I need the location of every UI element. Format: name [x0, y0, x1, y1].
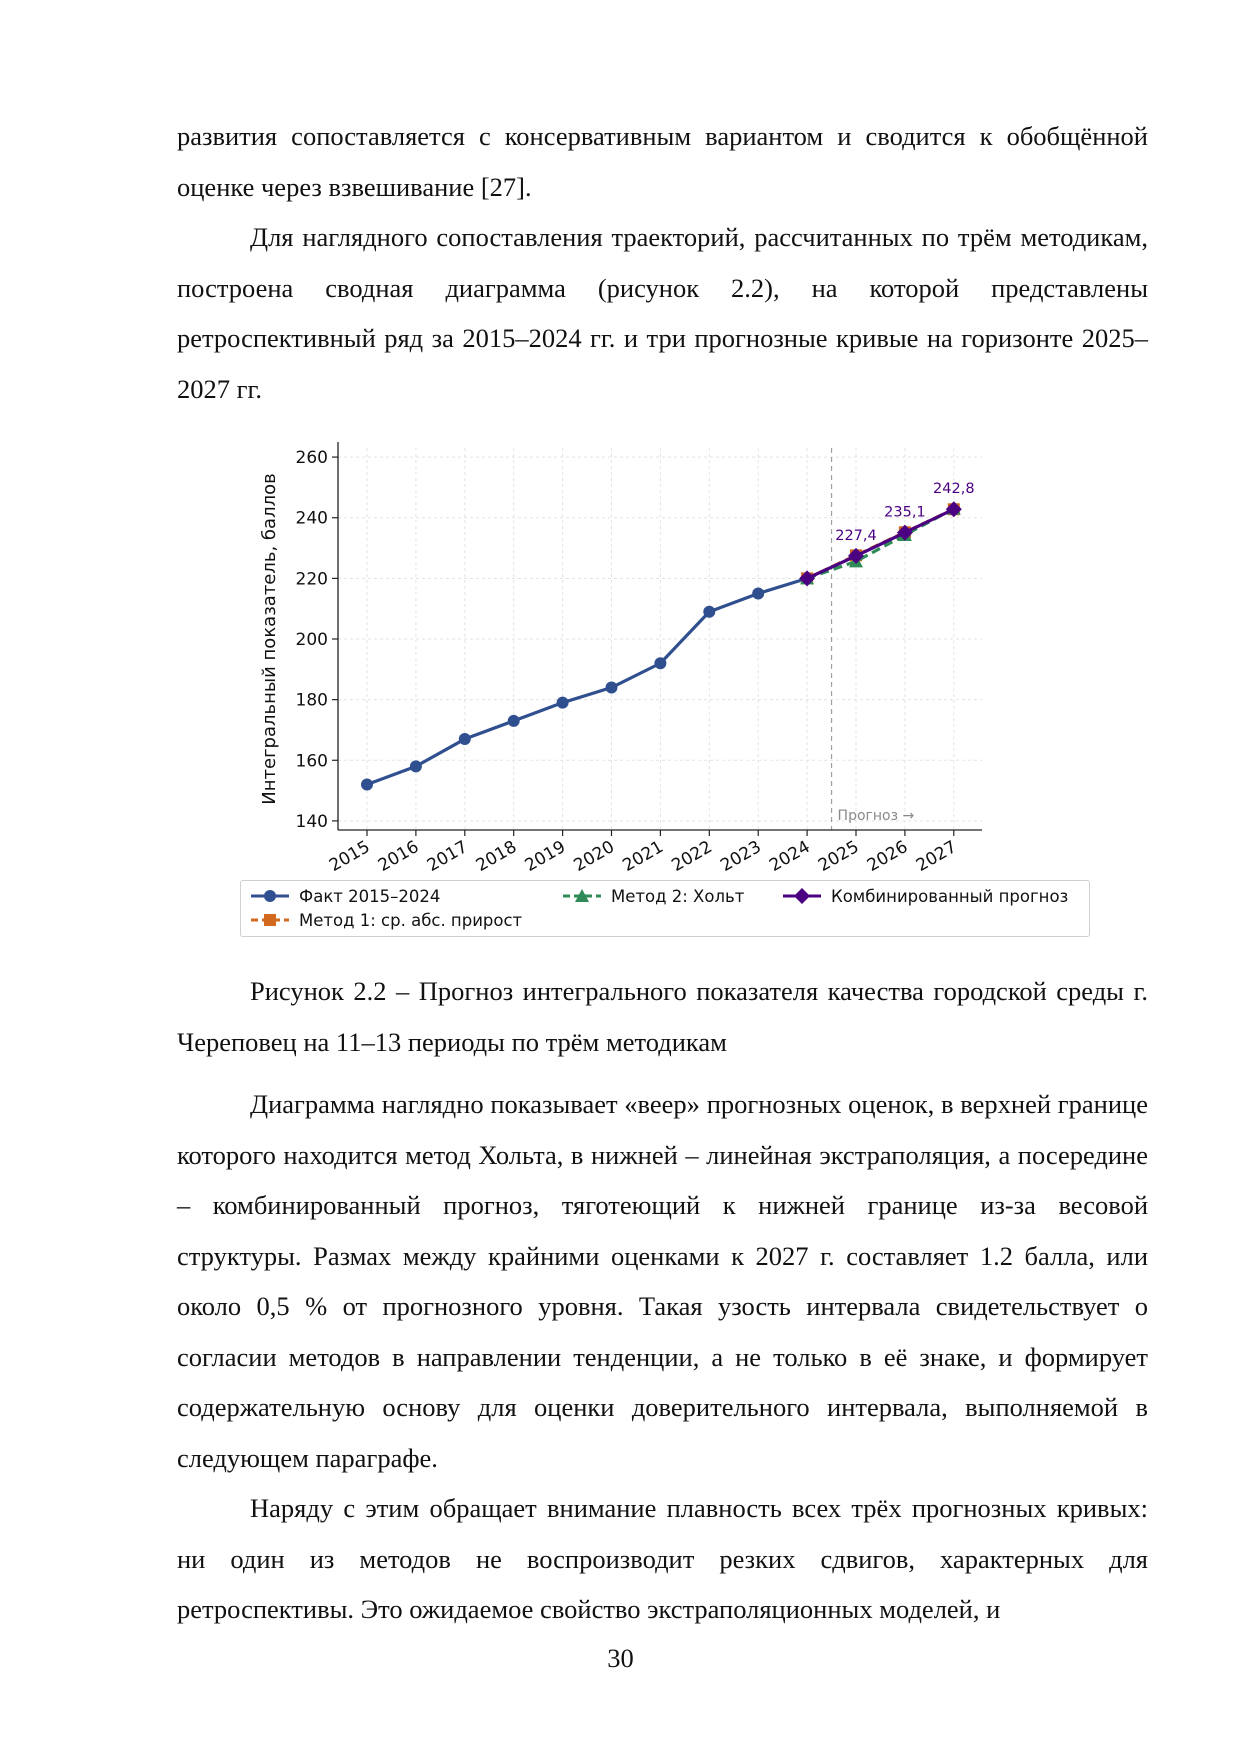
page-number: 30 — [607, 1643, 634, 1673]
data-label: 242,8 — [933, 481, 975, 498]
figure-caption — [177, 966, 1148, 1067]
text-block-bottom — [177, 1079, 1148, 1635]
forecast-chart — [230, 430, 1110, 940]
series-point-0 — [654, 657, 666, 669]
data-label: 235,1 — [884, 504, 926, 521]
x-tick-label: 2018 — [472, 837, 521, 876]
series-point-0 — [703, 606, 715, 618]
series-point-0 — [361, 779, 373, 791]
legend-item — [561, 886, 744, 906]
y-axis-label: Интегральный показатель, баллов — [259, 473, 280, 805]
series-point-0 — [557, 697, 569, 709]
y-tick-label: 240 — [295, 508, 328, 529]
x-tick-label: 2017 — [423, 837, 472, 876]
x-tick-label: 2023 — [717, 837, 765, 876]
series-line-3 — [807, 509, 954, 578]
series-line-0 — [367, 578, 807, 784]
x-tick-label: 2026 — [863, 837, 912, 876]
legend-label: Комбинированный прогноз — [831, 886, 1069, 906]
y-tick-label: 160 — [295, 751, 328, 772]
x-tick-label: 2019 — [521, 837, 570, 876]
series-point-0 — [459, 733, 471, 745]
x-tick-label: 2015 — [326, 837, 374, 876]
x-tick-label: 2016 — [374, 837, 423, 876]
paragraph: Диаграмма наглядно показывает «веер» прогнозных оценок, в верхней границе которого находится метод Хольта, в нижней – линейная экстраполяция, а посередине – комбинированный прогноз, тяготеющий к нижней границе из-за весовой структуры. Размах между крайними оценками к 2027 г. составляет 1.2 балла, или около 0,5 % от прогнозного уровня. Такая узость интервала свидетельствует о согласии методов в направлении тенденции, а не только в её знаке, и формирует содержательную основу для оценки доверительного интервала, выполняемой в следующем параграфе. — [177, 1089, 1148, 1473]
legend-label: Метод 2: Хольт — [611, 886, 745, 906]
series-point-0 — [752, 588, 764, 600]
legend-symbol — [249, 910, 291, 930]
paragraph: развития сопоставляется с консервативным вариантом и сводится к обобщённой оценке через взвешивание [27]. — [177, 121, 1148, 202]
x-tick-label: 2021 — [619, 837, 667, 876]
legend-item — [249, 886, 440, 906]
legend-label: Факт 2015–2024 — [299, 886, 441, 906]
legend-symbol — [249, 886, 291, 906]
paragraph: Наряду с этим обращает внимание плавность всех трёх прогнозных кривых: ни один из методов не воспроизводит резких сдвигов, характерных для ретроспективы. Это ожидаемое свойство экстраполяционных моделей, и — [177, 1493, 1148, 1624]
legend-label: Метод 1: ср. абс. прирост — [299, 910, 523, 930]
legend-item — [249, 910, 522, 930]
y-tick-label: 260 — [295, 448, 328, 469]
x-tick-label: 2027 — [912, 837, 961, 876]
y-tick-label: 140 — [295, 811, 328, 832]
series-point-0 — [606, 682, 618, 694]
chart-svg — [230, 430, 1110, 880]
caption-text: Рисунок 2.2 – Прогноз интегрального показателя качества городской среды г. Череповец на 11–13 периоды по трём методикам — [177, 976, 1148, 1057]
data-label: 227,4 — [835, 527, 877, 544]
text-block-top — [177, 111, 1148, 414]
legend-item — [781, 886, 1068, 906]
x-tick-label: 2020 — [570, 837, 618, 876]
y-tick-label: 180 — [295, 690, 328, 711]
y-tick-label: 220 — [295, 569, 328, 590]
x-tick-label: 2022 — [668, 837, 716, 876]
x-tick-label: 2024 — [766, 837, 814, 876]
y-tick-label: 200 — [295, 630, 328, 650]
x-tick-label: 2025 — [815, 837, 863, 876]
series-point-0 — [410, 760, 422, 772]
series-point-0 — [508, 715, 520, 727]
legend-symbol — [561, 886, 603, 906]
legend-symbol — [781, 886, 823, 906]
paragraph: Для наглядного сопоставления траекторий, рассчитанных по трём методикам, построена сводная диаграмма (рисунок 2.2), на которой представлены ретроспективный ряд за 2015–2024 гг. и три прогнозные кривые на горизонте 2025–2027 гг. — [177, 222, 1148, 404]
forecast-label: Прогноз → — [837, 808, 915, 824]
chart-legend — [240, 880, 1090, 937]
